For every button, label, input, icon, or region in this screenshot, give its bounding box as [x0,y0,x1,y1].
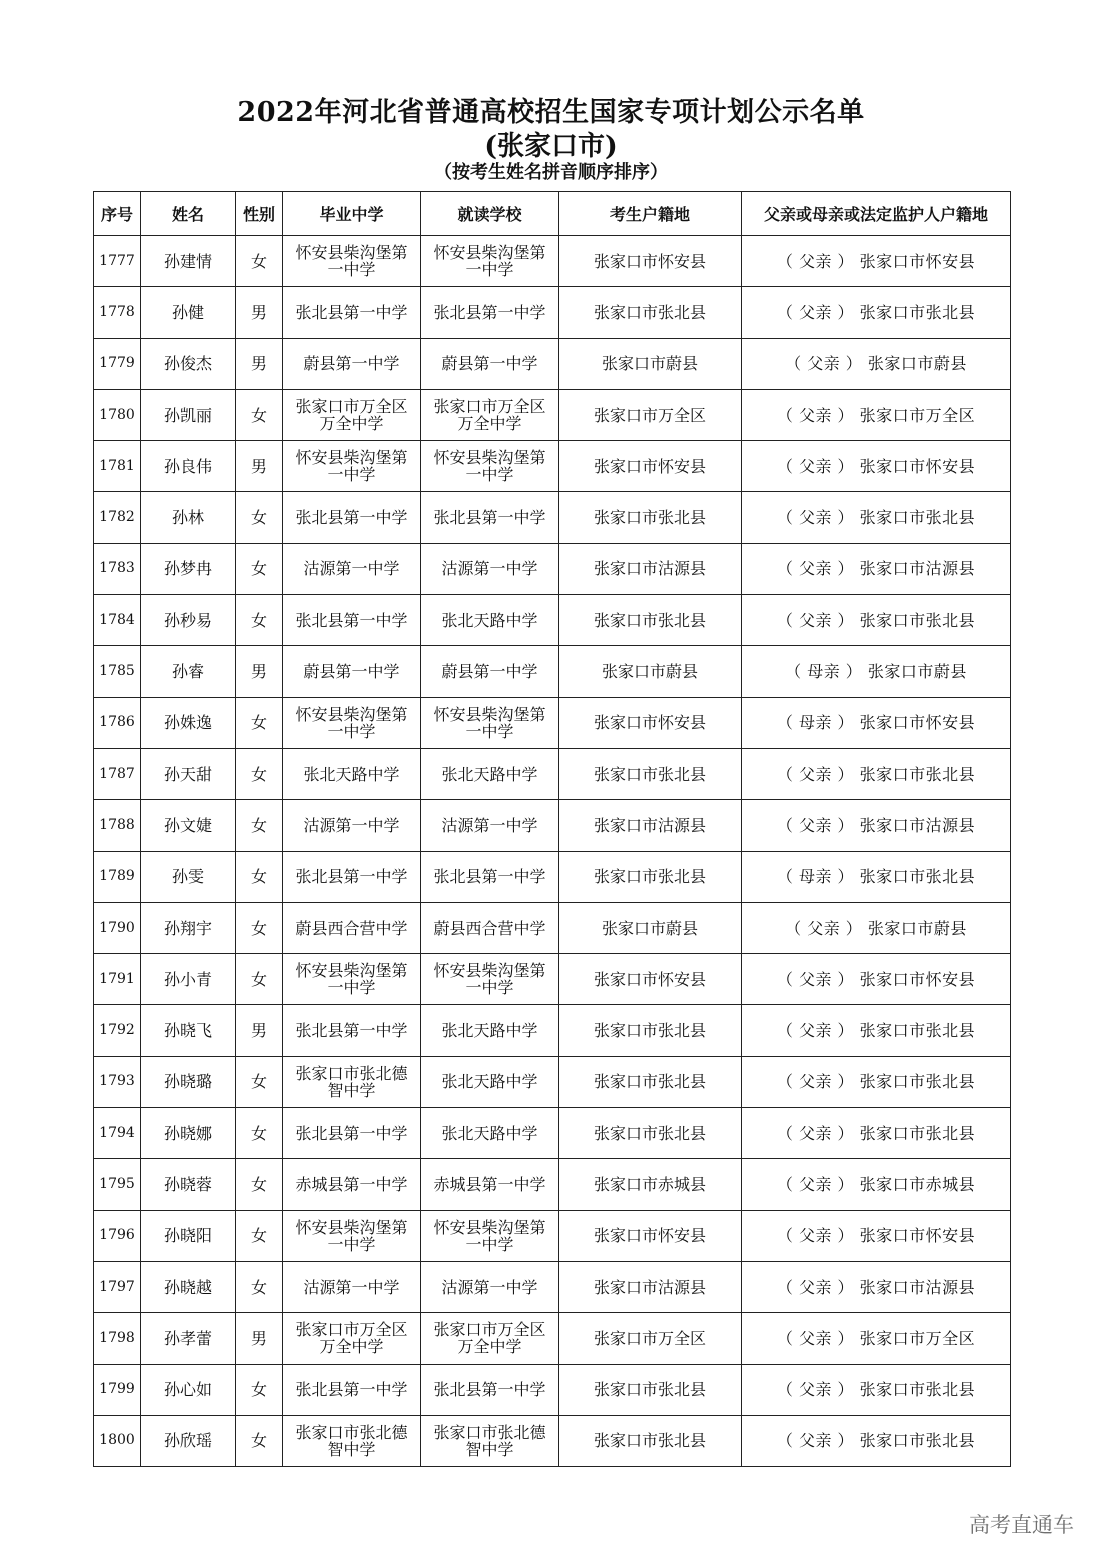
cell-current-school: 怀安县柴沟堡第一中学 [421,1210,559,1261]
cell-seq: 1781 [94,441,141,492]
cell-guardian-household: （ 父亲 ） 张家口市怀安县 [742,236,1011,287]
cell-household: 张家口市蔚县 [559,646,742,697]
cell-graduated-school: 蔚县第一中学 [283,338,421,389]
col-header-graduated-school: 毕业中学 [283,192,421,236]
cell-gender: 女 [236,543,283,594]
table-row [94,1210,1011,1261]
cell-name: 孙林 [141,492,236,543]
cell-current-school: 张北县第一中学 [421,851,559,902]
table-row [94,492,1011,543]
cell-seq: 1791 [94,954,141,1005]
cell-household: 张家口市沽源县 [559,800,742,851]
cell-graduated-school: 怀安县柴沟堡第一中学 [283,441,421,492]
cell-graduated-school: 张北县第一中学 [283,1108,421,1159]
sort-note: （按考生姓名拼音顺序排序） [434,162,668,183]
cell-graduated-school: 张北县第一中学 [283,595,421,646]
cell-guardian-household: （ 父亲 ） 张家口市蔚县 [742,902,1011,953]
cell-graduated-school: 张北县第一中学 [283,1364,421,1415]
table-row [94,1159,1011,1210]
table-row [94,851,1011,902]
table-row [94,1261,1011,1312]
table-row [94,441,1011,492]
cell-guardian-household: （ 父亲 ） 张家口市沽源县 [742,1261,1011,1312]
cell-graduated-school: 怀安县柴沟堡第一中学 [283,1210,421,1261]
cell-gender: 女 [236,851,283,902]
cell-graduated-school: 张家口市张北德智中学 [283,1415,421,1466]
cell-gender: 女 [236,748,283,799]
cell-gender: 女 [236,1415,283,1466]
cell-household: 张家口市沽源县 [559,1261,742,1312]
cell-gender: 男 [236,646,283,697]
cell-household: 张家口市张北县 [559,287,742,338]
cell-guardian-household: （ 父亲 ） 张家口市沽源县 [742,543,1011,594]
cell-name: 孙雯 [141,851,236,902]
cell-guardian-household: （ 父亲 ） 张家口市万全区 [742,389,1011,440]
cell-household: 张家口市张北县 [559,1056,742,1107]
cell-household: 张家口市张北县 [559,1364,742,1415]
cell-guardian-household: （ 父亲 ） 张家口市蔚县 [742,338,1011,389]
cell-gender: 女 [236,800,283,851]
cell-household: 张家口市张北县 [559,851,742,902]
cell-current-school: 张北天路中学 [421,1108,559,1159]
cell-name: 孙良伟 [141,441,236,492]
cell-current-school: 张北县第一中学 [421,492,559,543]
cell-name: 孙建情 [141,236,236,287]
cell-graduated-school: 张北县第一中学 [283,1005,421,1056]
cell-gender: 女 [236,1261,283,1312]
cell-current-school: 张北天路中学 [421,595,559,646]
cell-current-school: 张北县第一中学 [421,1364,559,1415]
cell-name: 孙心如 [141,1364,236,1415]
cell-gender: 女 [236,902,283,953]
cell-household: 张家口市张北县 [559,492,742,543]
cell-current-school: 张家口市万全区万全中学 [421,1313,559,1364]
cell-current-school: 张北天路中学 [421,1005,559,1056]
col-header-seq: 序号 [94,192,141,236]
cell-gender: 女 [236,1210,283,1261]
cell-household: 张家口市张北县 [559,748,742,799]
cell-current-school: 蔚县西合营中学 [421,902,559,953]
cell-graduated-school: 蔚县第一中学 [283,646,421,697]
cell-guardian-household: （ 父亲 ） 张家口市怀安县 [742,441,1011,492]
cell-graduated-school: 蔚县西合营中学 [283,902,421,953]
cell-seq: 1788 [94,800,141,851]
cell-current-school: 张北天路中学 [421,748,559,799]
cell-household: 张家口市蔚县 [559,338,742,389]
table-row [94,748,1011,799]
cell-name: 孙凯丽 [141,389,236,440]
cell-name: 孙睿 [141,646,236,697]
cell-guardian-household: （ 父亲 ） 张家口市张北县 [742,748,1011,799]
cell-seq: 1790 [94,902,141,953]
cell-graduated-school: 张北天路中学 [283,748,421,799]
cell-gender: 女 [236,595,283,646]
cell-household: 张家口市怀安县 [559,1210,742,1261]
cell-seq: 1782 [94,492,141,543]
cell-name: 孙晓璐 [141,1056,236,1107]
cell-graduated-school: 张家口市万全区万全中学 [283,1313,421,1364]
cell-seq: 1792 [94,1005,141,1056]
cell-seq: 1780 [94,389,141,440]
cell-gender: 女 [236,236,283,287]
cell-name: 孙晓阳 [141,1210,236,1261]
table-row [94,595,1011,646]
cell-household: 张家口市万全区 [559,389,742,440]
cell-graduated-school: 张北县第一中学 [283,287,421,338]
col-header-household: 考生户籍地 [559,192,742,236]
cell-gender: 男 [236,441,283,492]
table-row [94,1005,1011,1056]
cell-name: 孙文婕 [141,800,236,851]
table-row [94,543,1011,594]
cell-current-school: 张家口市张北德智中学 [421,1415,559,1466]
cell-guardian-household: （ 母亲 ） 张家口市蔚县 [742,646,1011,697]
cell-guardian-household: （ 父亲 ） 张家口市怀安县 [742,1210,1011,1261]
cell-current-school: 怀安县柴沟堡第一中学 [421,697,559,748]
cell-gender: 男 [236,338,283,389]
cell-current-school: 张北天路中学 [421,1056,559,1107]
table-row [94,338,1011,389]
page-title: 2022年河北省普通高校招生国家专项计划公示名单 [237,97,865,128]
cell-seq: 1796 [94,1210,141,1261]
cell-seq: 1787 [94,748,141,799]
cell-current-school: 沽源第一中学 [421,1261,559,1312]
table-row [94,902,1011,953]
cell-current-school: 蔚县第一中学 [421,646,559,697]
cell-household: 张家口市张北县 [559,595,742,646]
cell-guardian-household: （ 父亲 ） 张家口市张北县 [742,492,1011,543]
cell-seq: 1793 [94,1056,141,1107]
cell-guardian-household: （ 父亲 ） 张家口市张北县 [742,1364,1011,1415]
cell-name: 孙健 [141,287,236,338]
cell-gender: 女 [236,389,283,440]
cell-graduated-school: 沽源第一中学 [283,1261,421,1312]
table-row [94,697,1011,748]
table-row [94,1313,1011,1364]
cell-graduated-school: 赤城县第一中学 [283,1159,421,1210]
cell-name: 孙俊杰 [141,338,236,389]
cell-current-school: 沽源第一中学 [421,543,559,594]
cell-household: 张家口市沽源县 [559,543,742,594]
cell-graduated-school: 沽源第一中学 [283,800,421,851]
cell-current-school: 赤城县第一中学 [421,1159,559,1210]
cell-current-school: 怀安县柴沟堡第一中学 [421,236,559,287]
cell-name: 孙姝逸 [141,697,236,748]
cell-seq: 1799 [94,1364,141,1415]
cell-current-school: 张北县第一中学 [421,287,559,338]
cell-seq: 1777 [94,236,141,287]
table-row [94,954,1011,1005]
cell-name: 孙欣瑶 [141,1415,236,1466]
cell-guardian-household: （ 父亲 ） 张家口市张北县 [742,1056,1011,1107]
cell-gender: 女 [236,492,283,543]
cell-seq: 1785 [94,646,141,697]
cell-guardian-household: （ 父亲 ） 张家口市张北县 [742,287,1011,338]
col-header-current-school: 就读学校 [421,192,559,236]
cell-gender: 女 [236,1159,283,1210]
table-row [94,800,1011,851]
cell-graduated-school: 张北县第一中学 [283,492,421,543]
cell-seq: 1786 [94,697,141,748]
cell-seq: 1795 [94,1159,141,1210]
cell-seq: 1798 [94,1313,141,1364]
cell-graduated-school: 张家口市万全区万全中学 [283,389,421,440]
cell-seq: 1789 [94,851,141,902]
cell-graduated-school: 沽源第一中学 [283,543,421,594]
table-row [94,389,1011,440]
cell-gender: 女 [236,697,283,748]
table-row [94,1364,1011,1415]
table-row [94,1108,1011,1159]
table-row [94,287,1011,338]
cell-current-school: 张家口市万全区万全中学 [421,389,559,440]
table-row [94,1056,1011,1107]
cell-current-school: 怀安县柴沟堡第一中学 [421,441,559,492]
watermark: 高考直通车 [969,1513,1074,1537]
cell-name: 孙天甜 [141,748,236,799]
cell-guardian-household: （ 父亲 ） 张家口市张北县 [742,1108,1011,1159]
roster-table [93,191,1011,1467]
cell-guardian-household: （ 父亲 ） 张家口市张北县 [742,1005,1011,1056]
cell-current-school: 蔚县第一中学 [421,338,559,389]
cell-household: 张家口市张北县 [559,1415,742,1466]
cell-graduated-school: 张家口市张北德智中学 [283,1056,421,1107]
page-subtitle: (张家口市) [484,131,618,162]
cell-guardian-household: （ 父亲 ） 张家口市怀安县 [742,954,1011,1005]
cell-household: 张家口市万全区 [559,1313,742,1364]
cell-seq: 1778 [94,287,141,338]
cell-gender: 女 [236,1364,283,1415]
table-row [94,646,1011,697]
col-header-gender: 性别 [236,192,283,236]
cell-seq: 1794 [94,1108,141,1159]
cell-household: 张家口市张北县 [559,1005,742,1056]
cell-household: 张家口市蔚县 [559,902,742,953]
header-row [94,192,1011,236]
cell-household: 张家口市怀安县 [559,236,742,287]
cell-graduated-school: 张北县第一中学 [283,851,421,902]
cell-gender: 女 [236,1056,283,1107]
cell-household: 张家口市张北县 [559,1108,742,1159]
cell-name: 孙翔宇 [141,902,236,953]
cell-current-school: 怀安县柴沟堡第一中学 [421,954,559,1005]
cell-gender: 男 [236,287,283,338]
cell-name: 孙秒易 [141,595,236,646]
cell-guardian-household: （ 母亲 ） 张家口市怀安县 [742,697,1011,748]
cell-household: 张家口市怀安县 [559,954,742,1005]
roster-body [94,236,1011,1467]
cell-household: 张家口市怀安县 [559,441,742,492]
cell-seq: 1784 [94,595,141,646]
table-row [94,236,1011,287]
cell-gender: 男 [236,1005,283,1056]
col-header-guardian-household: 父亲或母亲或法定监护人户籍地 [742,192,1011,236]
cell-seq: 1800 [94,1415,141,1466]
cell-name: 孙小青 [141,954,236,1005]
cell-name: 孙晓娜 [141,1108,236,1159]
cell-gender: 女 [236,954,283,1005]
cell-name: 孙梦冉 [141,543,236,594]
cell-guardian-household: （ 父亲 ） 张家口市赤城县 [742,1159,1011,1210]
cell-seq: 1779 [94,338,141,389]
cell-guardian-household: （ 父亲 ） 张家口市张北县 [742,1415,1011,1466]
cell-seq: 1797 [94,1261,141,1312]
cell-current-school: 沽源第一中学 [421,800,559,851]
cell-gender: 女 [236,1108,283,1159]
cell-guardian-household: （ 父亲 ） 张家口市沽源县 [742,800,1011,851]
cell-graduated-school: 怀安县柴沟堡第一中学 [283,954,421,1005]
cell-seq: 1783 [94,543,141,594]
cell-household: 张家口市赤城县 [559,1159,742,1210]
cell-graduated-school: 怀安县柴沟堡第一中学 [283,697,421,748]
cell-gender: 男 [236,1313,283,1364]
table-row [94,1415,1011,1466]
cell-graduated-school: 怀安县柴沟堡第一中学 [283,236,421,287]
cell-guardian-household: （ 父亲 ） 张家口市万全区 [742,1313,1011,1364]
cell-name: 孙晓飞 [141,1005,236,1056]
cell-name: 孙晓越 [141,1261,236,1312]
cell-name: 孙孝蕾 [141,1313,236,1364]
cell-household: 张家口市怀安县 [559,697,742,748]
cell-guardian-household: （ 母亲 ） 张家口市张北县 [742,851,1011,902]
col-header-name: 姓名 [141,192,236,236]
cell-guardian-household: （ 父亲 ） 张家口市张北县 [742,595,1011,646]
cell-name: 孙晓蓉 [141,1159,236,1210]
